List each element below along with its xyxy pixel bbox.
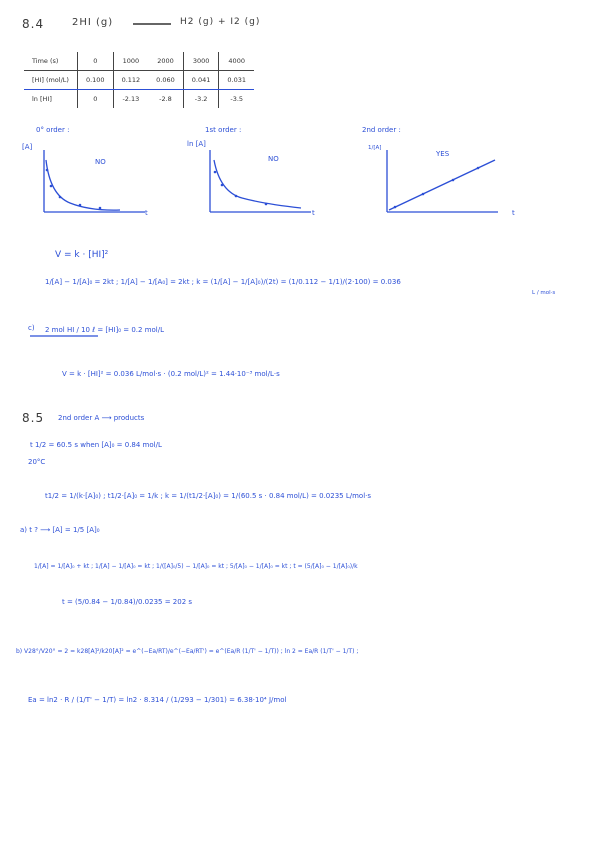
table-cell: 0.031 bbox=[219, 71, 254, 90]
part-c-rate: V = k · [HI]² = 0.036 L/mol·s · (0.2 mol/L)² = 1.44·10⁻³ mol/L·s bbox=[62, 370, 280, 378]
graph-first-order-ylabel: ln [A] bbox=[187, 140, 206, 148]
part-c-concentration: 2 mol HI / 10 ℓ = [HI]₀ = 0.2 mol/L bbox=[45, 326, 164, 334]
activation-energy: Ea = ln2 · R / (1/T' − 1/T) = ln2 · 8.314 / (1/293 − 1/301) = 6.38·10⁴ J/mol bbox=[28, 696, 287, 704]
table-cell: 4000 bbox=[219, 52, 254, 71]
temperature-given: 20°C bbox=[28, 458, 46, 466]
graph-second-order-xlabel: t bbox=[512, 209, 515, 217]
graph-first-order-verdict: NO bbox=[268, 155, 279, 163]
graph-second-order-ylabel: 1/[A] bbox=[368, 145, 382, 151]
table-row bbox=[24, 71, 254, 90]
table-cell: 0 bbox=[77, 52, 113, 71]
graph-first-order-title: 1st order : bbox=[205, 126, 242, 134]
graph-second-order-verdict: YES bbox=[436, 150, 450, 158]
table-row bbox=[24, 90, 254, 109]
reaction-arrow bbox=[133, 22, 173, 26]
half-life-given: t 1/2 = 60.5 s when [A]₀ = 0.84 mol/L bbox=[30, 441, 162, 449]
part-c-label: c) bbox=[28, 324, 35, 332]
table-cell: 0.060 bbox=[148, 71, 183, 90]
part-a-question: a) t ? ⟶ [A] = 1/5 [A]₀ bbox=[20, 526, 100, 534]
k-units: L / mol·s bbox=[532, 290, 556, 296]
k-computation: 1/[A] − 1/[A]₀ = 2kt ; 1/[A] − 1/[A₀] = 2kt ; k = (1/[A] − 1/[A]₀)/(2t) = (1/0.112 − 1/1)/(2·100) = 0.036 bbox=[45, 278, 401, 286]
part-c-divider bbox=[30, 335, 100, 338]
part-b-equation: b) V28°/V20° = 2 = k28[A]²/k20[A]² = e^(−Ea/RT)/e^(−Ea/RT') = e^(Ea/R (1/T' − 1/T)) ; ln 2 = Ea/R (1/T' − 1/T) ; bbox=[16, 648, 359, 655]
graph-zero-order-title: 0° order : bbox=[36, 126, 70, 134]
table-cell: -2.8 bbox=[148, 90, 183, 109]
graph-second-order bbox=[383, 150, 503, 220]
table-cell: 0.100 bbox=[77, 71, 113, 90]
graph-zero-order-ylabel: [A] bbox=[22, 143, 33, 151]
concentration-table bbox=[24, 52, 254, 108]
graph-first-order-xlabel: t bbox=[312, 209, 315, 217]
table-row bbox=[24, 52, 254, 71]
graph-zero-order-verdict: NO bbox=[95, 158, 106, 166]
table-cell: 3000 bbox=[183, 52, 219, 71]
graph-zero-order-xlabel: t bbox=[145, 209, 148, 217]
table-cell: ln [HI] bbox=[24, 90, 77, 109]
k-derivation: t1/2 = 1/(k·[A]₀) ; t1/2·[A]₀ = 1/k ; k = 1/(t1/2·[A]₀) = 1/(60.5 s · 0.84 mol/L) = 0.0235 L/mol·s bbox=[45, 492, 372, 500]
table-cell: 0.112 bbox=[113, 71, 148, 90]
table-cell: 2000 bbox=[148, 52, 183, 71]
rate-law: V = k · [HI]² bbox=[55, 250, 109, 260]
part-a-equation: 1/[A] = 1/[A]₀ + kt ; 1/[A] − 1/[A]₀ = kt ; 1/([A]₀/5) − 1/[A]₀ = kt ; 5/[A]₀ − 1/[A]₀ = kt ; t = (5/[A]₀ − 1/[A]₀)/k bbox=[34, 563, 358, 570]
graph-second-order-title: 2nd order : bbox=[362, 126, 401, 134]
table-cell: -2.13 bbox=[122, 95, 140, 103]
table-cell: -3.5 bbox=[230, 95, 244, 103]
table-cell: -3.2 bbox=[183, 90, 219, 109]
table-cell: [HI] (mol/L) bbox=[24, 71, 77, 90]
part-a-result: t = (5/0.84 − 1/0.84)/0.0235 = 202 s bbox=[62, 598, 193, 606]
section-number-8-5: 8.5 bbox=[22, 411, 45, 425]
table-cell: Time (s) bbox=[24, 52, 77, 71]
section-8-5-title: 2nd order A ⟶ products bbox=[58, 414, 145, 422]
section-number-8-4: 8.4 bbox=[22, 17, 45, 31]
reaction-products: H2 (g) + I2 (g) bbox=[180, 17, 261, 27]
graph-zero-order bbox=[40, 150, 150, 220]
table-cell: 0.041 bbox=[183, 71, 219, 90]
table-cell: 1000 bbox=[113, 52, 148, 71]
reaction-reactant: 2HI (g) bbox=[72, 17, 114, 28]
graph-first-order bbox=[206, 150, 318, 220]
table-cell: 0 bbox=[77, 90, 113, 109]
